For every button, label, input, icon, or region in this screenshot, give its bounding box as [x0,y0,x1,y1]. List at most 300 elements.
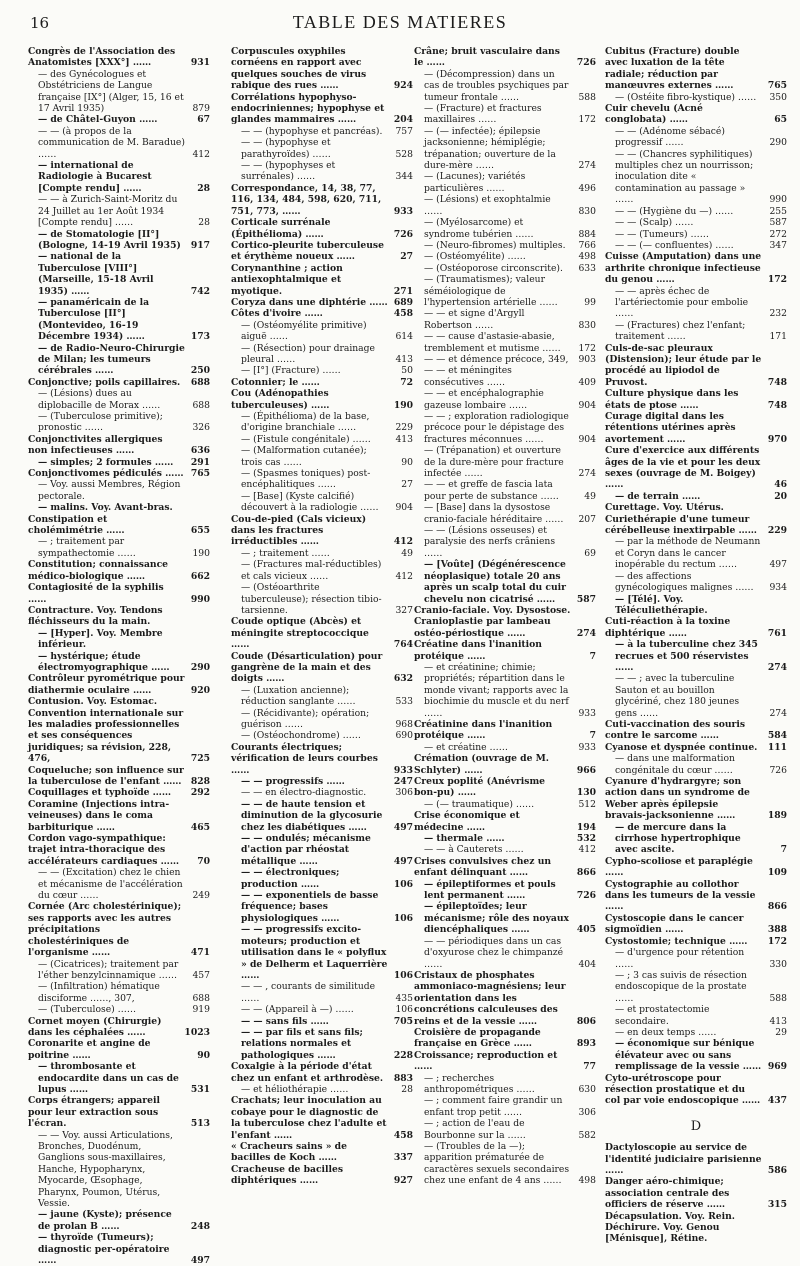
page-ref: 465 [190,821,210,833]
entry-text: — (Décompression) dans un cas de troubles psychiques par tumeur frontale …… [424,68,569,103]
page-ref: 232 [769,308,787,320]
page-ref: 688 [192,399,210,411]
index-entry [605,126,787,149]
page-ref: 458 [393,308,413,320]
index-entry [414,753,596,776]
entry-text: — par la méthode de Neumann et Coryn dans le cancer inopérable du rectum …… [615,536,761,571]
entry-text: Cubitus (Fracture) double avec luxation de la tête radiale; réduction par manœuvres externes …… [605,46,740,92]
page-ref: 866 [576,867,596,879]
entry-text: Conjonctive; poils capillaires. [28,376,181,388]
entry-text: Contusion. Voy. Estomac. [28,696,158,708]
index-entry [605,856,787,879]
index-entry [605,571,787,594]
entry-text: Cyto-urétroscope pour résection prostatique et du col par voie endoscopique …… [605,1072,761,1107]
index-entry [28,457,210,468]
index-entry [414,217,596,240]
entry-text: Corpuscules oxyphiles cornéens en rapport avec quelques souches de virus rabique des rues …… [231,46,367,92]
entry-text: — — (Adénome sébacé) progressif …… [615,125,725,149]
index-entry [231,434,413,445]
section-letter: D [690,1118,702,1134]
entry-text: Cystostomie; technique …… [605,935,748,947]
page-ref: 7 [589,650,596,662]
entry-text: Contagiosité de la syphilis …… [28,582,164,605]
page-ref: 903 [578,353,596,365]
index-entry [414,171,596,194]
page-ref: 347 [769,239,787,251]
index-entry [28,69,210,115]
entry-text: — — à Zurich-Saint-Moritz du 24 Juillet au 1er Août 1934 [Compte rendu] …… [38,194,178,229]
index-entry [605,913,787,936]
page-ref: 690 [395,730,413,742]
index-entry [28,1004,210,1015]
index-entry [605,970,787,1004]
entry-text: Coramine (Injections intra-veineuses) dans le coma barbiturique …… [28,798,170,833]
index-entry [605,217,787,228]
entry-text: — des Gynécologues et Obstétriciens de Langue française [IX°] (Alger, 15, 16 et 17 Avril 1935) [38,68,184,115]
page-ref: 528 [395,148,413,160]
index-entry [231,343,413,366]
index-entry [414,274,596,308]
index-entry [231,742,413,776]
entry-text: Coronarite et angine de poitrine …… [28,1038,151,1061]
page-ref: 272 [769,228,787,240]
index-entry [28,1016,210,1039]
page-ref: 655 [190,525,210,537]
index-entry [231,491,413,514]
entry-text: — (Fracture) et fractures maxillaires …… [424,103,542,126]
index-entry [28,901,210,958]
entry-text: — de Stomatologie [II°] (Bologne, 14-19 Avril 1935) [38,228,181,251]
page-ref: 274 [767,661,787,673]
entry-text: Créatinine dans l'inanition protéique …… [414,718,553,742]
page-ref: 884 [578,228,596,240]
page-ref: 7 [780,844,787,856]
entry-text: Croissance; reproduction et …… [414,1049,558,1073]
index-entry [605,947,787,970]
index-entry [605,616,787,639]
page-ref: 933 [393,205,413,217]
page-ref: 765 [190,468,210,480]
index-entry [605,1038,787,1072]
index-entry [231,867,413,890]
index-entry [414,525,596,559]
page-ref: 497 [393,855,413,867]
page-ref: 412 [393,536,413,548]
index-entry [605,822,787,856]
index-entry [414,1027,596,1050]
page-ref: 106 [393,878,413,890]
entry-text: Crémation (ouvrage de M. Schlyter) …… [414,753,550,776]
page-ref: 742 [190,285,210,297]
entry-text: Cuisse (Amputation) dans une arthrite chronique infectieuse du genou …… [605,251,762,286]
entry-text: — (Fistule congénitale) …… [241,433,371,445]
entry-text: — — ; avec la tuberculine Sauton et au bouillon glycériné, chez 180 jeunes gens …… [615,673,740,719]
entry-text: — (Trépanation) et ouverture de la dure-mère pour fracture infectée …… [424,445,564,480]
entry-text: — Voy. aussi Membres, Région pectorale. [38,479,181,502]
page-ref: 761 [767,627,787,639]
page-ref: 893 [576,1038,596,1050]
page-ref: 919 [192,1004,210,1016]
entry-text: — — (Lésions osseuses) et paralysie des nerfs crâniens …… [424,525,556,559]
page-ref: 172 [767,274,787,286]
entry-text: — (Épithélioma) de la base, d'origine branchiale …… [241,411,370,434]
page-ref: 830 [578,205,596,217]
index-entry [231,92,413,126]
entry-text: — — et encéphalographie gazeuse lombaire …… [424,388,544,411]
index-entry [414,502,596,525]
entry-text: Cuti-réaction à la toxine diphtérique …… [605,616,731,639]
entry-text: — — (Scalp) …… [615,217,694,229]
column-4-c-entries [605,46,787,1107]
page-ref: 705 [393,1015,413,1027]
index-entry [605,240,787,251]
page-ref: 290 [769,137,787,149]
index-entry [28,559,210,582]
entry-text: — épileptiformes et pouls lent permanent …… [424,878,556,902]
index-entry [28,468,210,479]
page-ref: 90 [197,1049,210,1061]
entry-text: — ; traitement par sympathectomie …… [38,536,136,559]
index-entry [231,308,413,319]
index-entry [414,833,596,844]
page-ref: 409 [578,376,596,388]
page-ref: 228 [393,1049,413,1061]
index-entry [414,240,596,251]
page-ref: 106 [393,969,413,981]
entry-text: — ; action de l'eau de Bourbonne sur la …… [424,1118,526,1141]
index-entry [28,377,210,388]
entry-text: — [Télé]. Voy. Téléculiethérapie. [615,593,708,616]
entry-text: Conjonctivomes pédiculés …… [28,468,184,480]
page-ref: 172 [578,342,596,354]
entry-text: Cou-de-pied (Cals vicieux) dans les fractures irréductibles …… [231,513,367,548]
index-entry [414,970,596,1027]
entry-text: Cystographie au collothor dans les tumeurs de la vessie …… [605,878,756,913]
entry-text: — ; 3 cas suivis de résection endoscopique de la prostate …… [615,969,747,1004]
page-ref: 512 [578,798,596,810]
page-ref: 587 [769,217,787,229]
page-ref: 830 [578,319,596,331]
index-entry [414,365,596,388]
entry-text: Curettage. Voy. Utérus. [605,502,724,514]
index-entry [231,776,413,787]
index-entry [414,605,596,616]
entry-text: — en deux temps …… [615,1026,717,1038]
entry-text: Cyanose et dyspnée continue. [605,741,758,753]
entry-text: — — et méningites consécutives …… [424,365,512,388]
entry-text: — jaune (Kyste); présence de prolan B …… [38,1209,172,1232]
entry-text: — (Fractures) chez l'enfant; traitement …… [615,319,746,343]
page-ref: 274 [576,627,596,639]
index-entry [231,160,413,183]
page-ref: 806 [576,1015,596,1027]
page-ref: 194 [576,821,596,833]
index-entry [28,479,210,502]
page-ref: 405 [576,924,596,936]
entry-text: Corps étrangers; appareil pour leur extraction sous l'écran. [28,1095,160,1130]
page-ref: 49 [584,490,596,502]
entry-text: — (Fractures mal-réductibles) et cals vicieux …… [241,559,382,582]
index-entry [414,844,596,855]
index-entry [28,833,210,867]
index-entry [231,514,413,548]
page-ref: 531 [190,1083,210,1095]
index-entry [28,1130,210,1210]
page-ref: 533 [395,696,413,708]
page-ref: 130 [576,787,596,799]
entry-text: — ; recherches anthropométriques …… [424,1072,535,1095]
entry-text: — — sans fils …… [241,1015,329,1027]
page-ref: 412 [578,844,596,856]
page-ref: 726 [393,228,413,240]
index-entry [231,1061,413,1084]
entry-text: — — , courants de similitude …… [241,981,376,1004]
page-ref: 1023 [184,1026,210,1038]
entry-text: — (Cicatrices); traitement par l'éther benzylcinnamique …… [38,958,179,981]
page-ref: 172 [578,114,596,126]
page-ref: 866 [767,901,787,913]
index-entry [605,229,787,240]
entry-text: — — (Chancres syphilitiques) multiples chez un nourrisson; inoculation dite « contamination au passage » …… [615,148,754,206]
entry-text: Corynanthine ; action antiexophtalmique et myotique. [231,262,343,297]
entry-text: — [Base] (Kyste calcifié) découvert à la radiologie …… [241,490,379,514]
page-ref: 582 [578,1129,596,1141]
page-ref: 248 [190,1220,210,1232]
page-ref: 315 [767,1199,787,1211]
index-entry [414,308,596,331]
index-entry [231,320,413,343]
page-ref: 27 [401,479,413,491]
entry-text: Cranio-faciale. Voy. Dysostose. [414,604,571,616]
page-ref: 458 [393,1129,413,1141]
index-entry [414,559,596,605]
entry-text: Créatine dans l'inanition protéique …… [414,639,542,662]
page-ref: 584 [767,730,787,742]
page-ref: 20 [774,490,787,502]
page-ref: 588 [769,992,787,1004]
entry-text: — (Tuberculose primitive); pronostic …… [38,411,163,434]
entry-text: Cuti-vaccination des souris contre le sarcome …… [605,718,746,742]
page-ref: 587 [576,593,596,605]
page-ref: 204 [393,114,413,126]
page-ref: 46 [774,479,787,491]
index-entry [605,936,787,947]
page-ref: 28 [401,1083,413,1095]
index-entry [605,320,787,343]
index-entry [414,411,596,445]
index-entry [414,901,596,935]
entry-text: Curage digital dans les rétentions utérines après avortement …… [605,411,736,445]
index-entry [28,787,210,798]
entry-text: — — (Tumeurs) …… [615,228,709,240]
index-entry [231,1164,413,1187]
index-entry [28,514,210,537]
entry-text: Corticale surrénale (Épithélioma) …… [231,217,331,240]
page-ref: 274 [578,160,596,172]
page-ref: 106 [395,1004,413,1016]
index-entry [414,1118,596,1141]
entry-text: — panaméricain de la Tuberculose [II°] (Montevideo, 16-19 Décembre 1934) …… [38,296,150,343]
entry-text: — (Ostéomyélite primitive) aiguë …… [241,319,367,343]
index-entry [605,594,787,617]
page-ref: 7 [589,730,596,742]
entry-text: — (Myélosarcome) et syndrome tubérien …… [424,217,534,240]
page-ref: 90 [401,456,413,468]
entry-text: Cristaux de phosphates ammoniaco-magnésiens; leur orientation dans les concrétions calculeuses des reins et de la vessie …… [414,969,566,1027]
page-ref: 904 [578,433,596,445]
page-ref: 229 [767,525,787,537]
index-entry [414,103,596,126]
entry-text: Creux poplité (Anévrisme bon-pu) …… [414,776,546,799]
index-entry [28,696,210,707]
entry-text: — de Châtel-Guyon …… [38,114,158,126]
index-entry [605,1222,787,1245]
index-entry [28,708,210,765]
index-entry [605,1211,787,1222]
index-entry [605,639,787,673]
entry-text: Cou (Adénopathies tuberculeuses) …… [231,388,330,411]
page-ref: 990 [769,194,787,206]
entry-text: Cyanure d'hydrargyre; son action dans un syndrome de Weber après épilepsie bravais-jacksonienne …… [605,776,750,822]
entry-text: — (Ostéochondrome) …… [241,730,361,742]
page-ref: 337 [393,1152,413,1164]
index-entry [231,548,413,559]
page-ref: 497 [393,821,413,833]
entry-text: Crise économique et médecine …… [414,810,520,833]
page-ref: 29 [775,1026,787,1038]
entry-text: — — (hypophyses et surrénales) …… [241,160,336,183]
page-ref: 688 [192,992,210,1004]
page-ref: 917 [190,239,210,251]
index-entry [28,251,210,297]
index-entry [414,46,596,69]
page-ref: 65 [774,114,787,126]
index-entry [605,491,787,502]
column-4-d-entries [605,1142,787,1245]
page-ref: 883 [393,1072,413,1084]
page-ref: 933 [393,764,413,776]
entry-text: Cornet moyen (Chirurgie) dans les céphalées …… [28,1015,162,1038]
index-entry [28,114,210,125]
entry-text: Congrès de l'Association des Anatomistes [XXX°] …… [28,46,176,69]
page-ref: 330 [769,958,787,970]
index-entry [28,1095,210,1129]
index-entry [605,673,787,719]
index-entry [414,388,596,411]
index-entry [28,673,210,696]
index-entry [28,651,210,674]
index-entry [605,1027,787,1038]
page-ref: 388 [767,924,787,936]
index-entry [231,559,413,582]
entry-text: — — (à propos de la communication de M. Baradue) …… [38,125,185,160]
index-entry [231,183,413,217]
page-ref: 344 [395,171,413,183]
page-ref: 172 [767,935,787,947]
page-ref: 291 [190,456,210,468]
index-entry [28,1038,210,1061]
index-entry [605,536,787,570]
entry-text: — [Base] dans la dysostose cranio-faciale héréditaire …… [424,502,564,525]
entry-text: Cypho-scoliose et paraplégie …… [605,855,753,879]
index-entry [605,251,787,285]
page-ref: 968 [395,718,413,730]
index-entry [231,217,413,240]
entry-text: — — (hypophyse et pancréas). [241,125,383,137]
page-ref: 934 [769,582,787,594]
page-ref: 99 [584,296,596,308]
page-ref: 72 [400,376,413,388]
index-entry [231,377,413,388]
entry-text: — ; traitement …… [241,547,330,559]
page-ref: 274 [578,468,596,480]
entry-text: Cure d'exercice aux différents âges de la vie et pour les deux sexes (ouvrage de M. Boigey) …… [605,445,761,491]
index-entry [414,742,596,753]
entry-text: — (Tuberculose) …… [38,1004,137,1016]
entry-text: — (Neuro-fibromes) multiples. [424,239,566,251]
entry-text: — de terrain …… [615,490,701,502]
entry-text: — (— infectée); épilepsie jacksonienne; hémiplégie; trépanation; ouverture de la dure-mère …… [424,125,556,172]
page-ref: 413 [395,353,413,365]
entry-text: — et héliothérapie …… [241,1083,349,1095]
entry-text: — (Lésions) dues au diplobacille de Morax …… [38,388,161,411]
index-entry [231,46,413,92]
entry-text: — hystérique; étude électromyographique …… [38,650,170,673]
index-entry [414,810,596,833]
page-ref: 109 [767,867,787,879]
index-entry [28,343,210,377]
entry-text: Constipation et cholémimétrie …… [28,513,125,537]
page-ref: 190 [393,399,413,411]
entry-text: Coryza dans une diphtérie …… [231,296,388,308]
index-entry [28,434,210,457]
entry-text: — et créatinine; chimie; propriétés; répartition dans le monde vivant; rapports avec la biochimie du muscle et du nerf …… [424,661,569,719]
page-ref: 586 [767,1165,787,1176]
entry-text: — — progressifs excito-moteurs; production et utilisation dans le « polyflux » de Delherm et Laquerrière …… [241,924,388,981]
entry-text: — — à Cauterets …… [424,844,524,856]
page-ref: 111 [767,741,787,753]
index-entry [231,787,413,798]
page-ref: 927 [393,1175,413,1187]
index-entry [605,149,787,206]
index-entry [605,502,787,513]
page-ref: 966 [576,764,596,776]
entry-text: Culture physique dans les états de ptose …… [605,388,739,411]
index-column-1 [28,46,210,1266]
page-ref: 171 [769,331,787,343]
entry-text: — — (Excitation) chez le chien et mécanisme de l'accélération du cœur …… [38,867,183,902]
entry-text: Contracture. Voy. Tendons fléchisseurs du la main. [28,604,163,628]
page-ref: 920 [190,684,210,696]
entry-text: — [Voûte] (Dégénérescence néoplasique) totale 20 ans après un scalp total du cuir chevelu non cicatrisé …… [424,559,566,605]
page-ref: 933 [578,741,596,753]
page-ref: 67 [197,114,210,126]
index-entry [28,536,210,559]
entry-text: Contrôleur pyrométrique pour diathermie oculaire …… [28,673,185,696]
entry-text: Culs-de-sac pleuraux (Distension); leur étude par le procédé au lipiodol de Pruvost. [605,342,762,388]
page-ref: 229 [395,422,413,434]
page-ref: 28 [198,217,210,229]
index-entry [28,981,210,1004]
page-ref: 350 [769,91,787,103]
entry-text: — et prostatectomie secondaire. [615,1004,710,1027]
entry-text: — (Infiltration) hématique disciforme ……, 307, [38,981,160,1004]
entry-text: — national de la Tuberculose [VIII°] (Marseille, 15-18 Avril 1935) …… [38,251,154,297]
index-entry [28,411,210,434]
index-entry [414,263,596,274]
page-ref: 496 [578,182,596,194]
entry-text: Cotonnier; le …… [231,376,320,388]
